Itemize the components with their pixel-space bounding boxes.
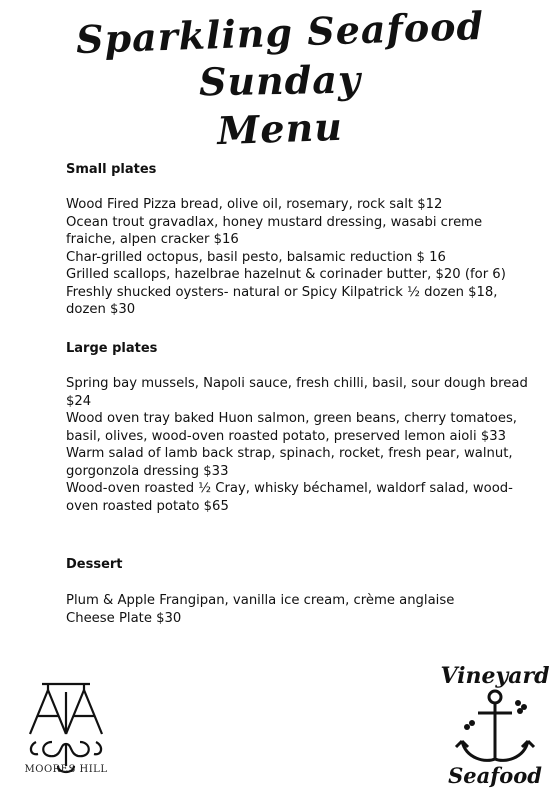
menu-item: Grilled scallops, hazelbrae hazelnut & corinader butter, $20 (for 6) [66,267,506,282]
anchor-icon [440,655,550,790]
menu-item: Spring bay mussels, Napoli sauce, fresh chilli, basil, sour dough bread $24 [66,376,528,409]
section-heading-large-plates: Large plates [66,341,158,356]
section-heading-dessert: Dessert [66,557,123,572]
small-plates-list [66,196,536,319]
moores-hill-logo-text: MOORES HILL [24,764,108,775]
menu-title-line1: Sparkling Seafood [75,2,485,63]
menu-item: Wood Fired Pizza bread, olive oil, rosemary, rock salt $12 [66,197,443,212]
menu-item: Char-grilled octopus, basil pesto, balsamic reduction $ 16 [66,249,446,265]
vineyard-logo-text: Vineyard [440,663,550,689]
seafood-logo-text: Seafood [448,763,542,788]
section-heading-small-plates: Small plates [66,162,157,177]
menu-title-line3: Menu [216,103,344,154]
menu-item: Wood oven tray baked Huon salmon, green beans, cherry tomatoes, basil, olives, wood-oven roasted potato, preserved lemon aioli $33 [66,411,518,444]
menu-title-line2: Sunday [198,56,362,105]
menu-item: Cheese Plate $30 [66,610,182,626]
menu-item: Plum & Apple Frangipan, vanilla ice cream, crème anglaise [66,593,455,608]
menu-item: Ocean trout gravadlax, honey mustard dressing, wasabi creme fraiche, alpen cracker $16 [66,214,483,247]
dessert-list [66,592,536,627]
menu-item: Freshly shucked oysters- natural or Spicy Kilpatrick ½ dozen $18, dozen $30 [66,284,498,317]
menu-item: Warm salad of lamb back strap, spinach, rocket, fresh pear, walnut, gorgonzola dressing $33 [66,446,513,479]
large-plates-list [66,375,536,515]
menu-item: Wood-oven roasted ½ Cray, whisky béchamel, waldorf salad, wood-oven roasted potato $65 [66,481,513,514]
